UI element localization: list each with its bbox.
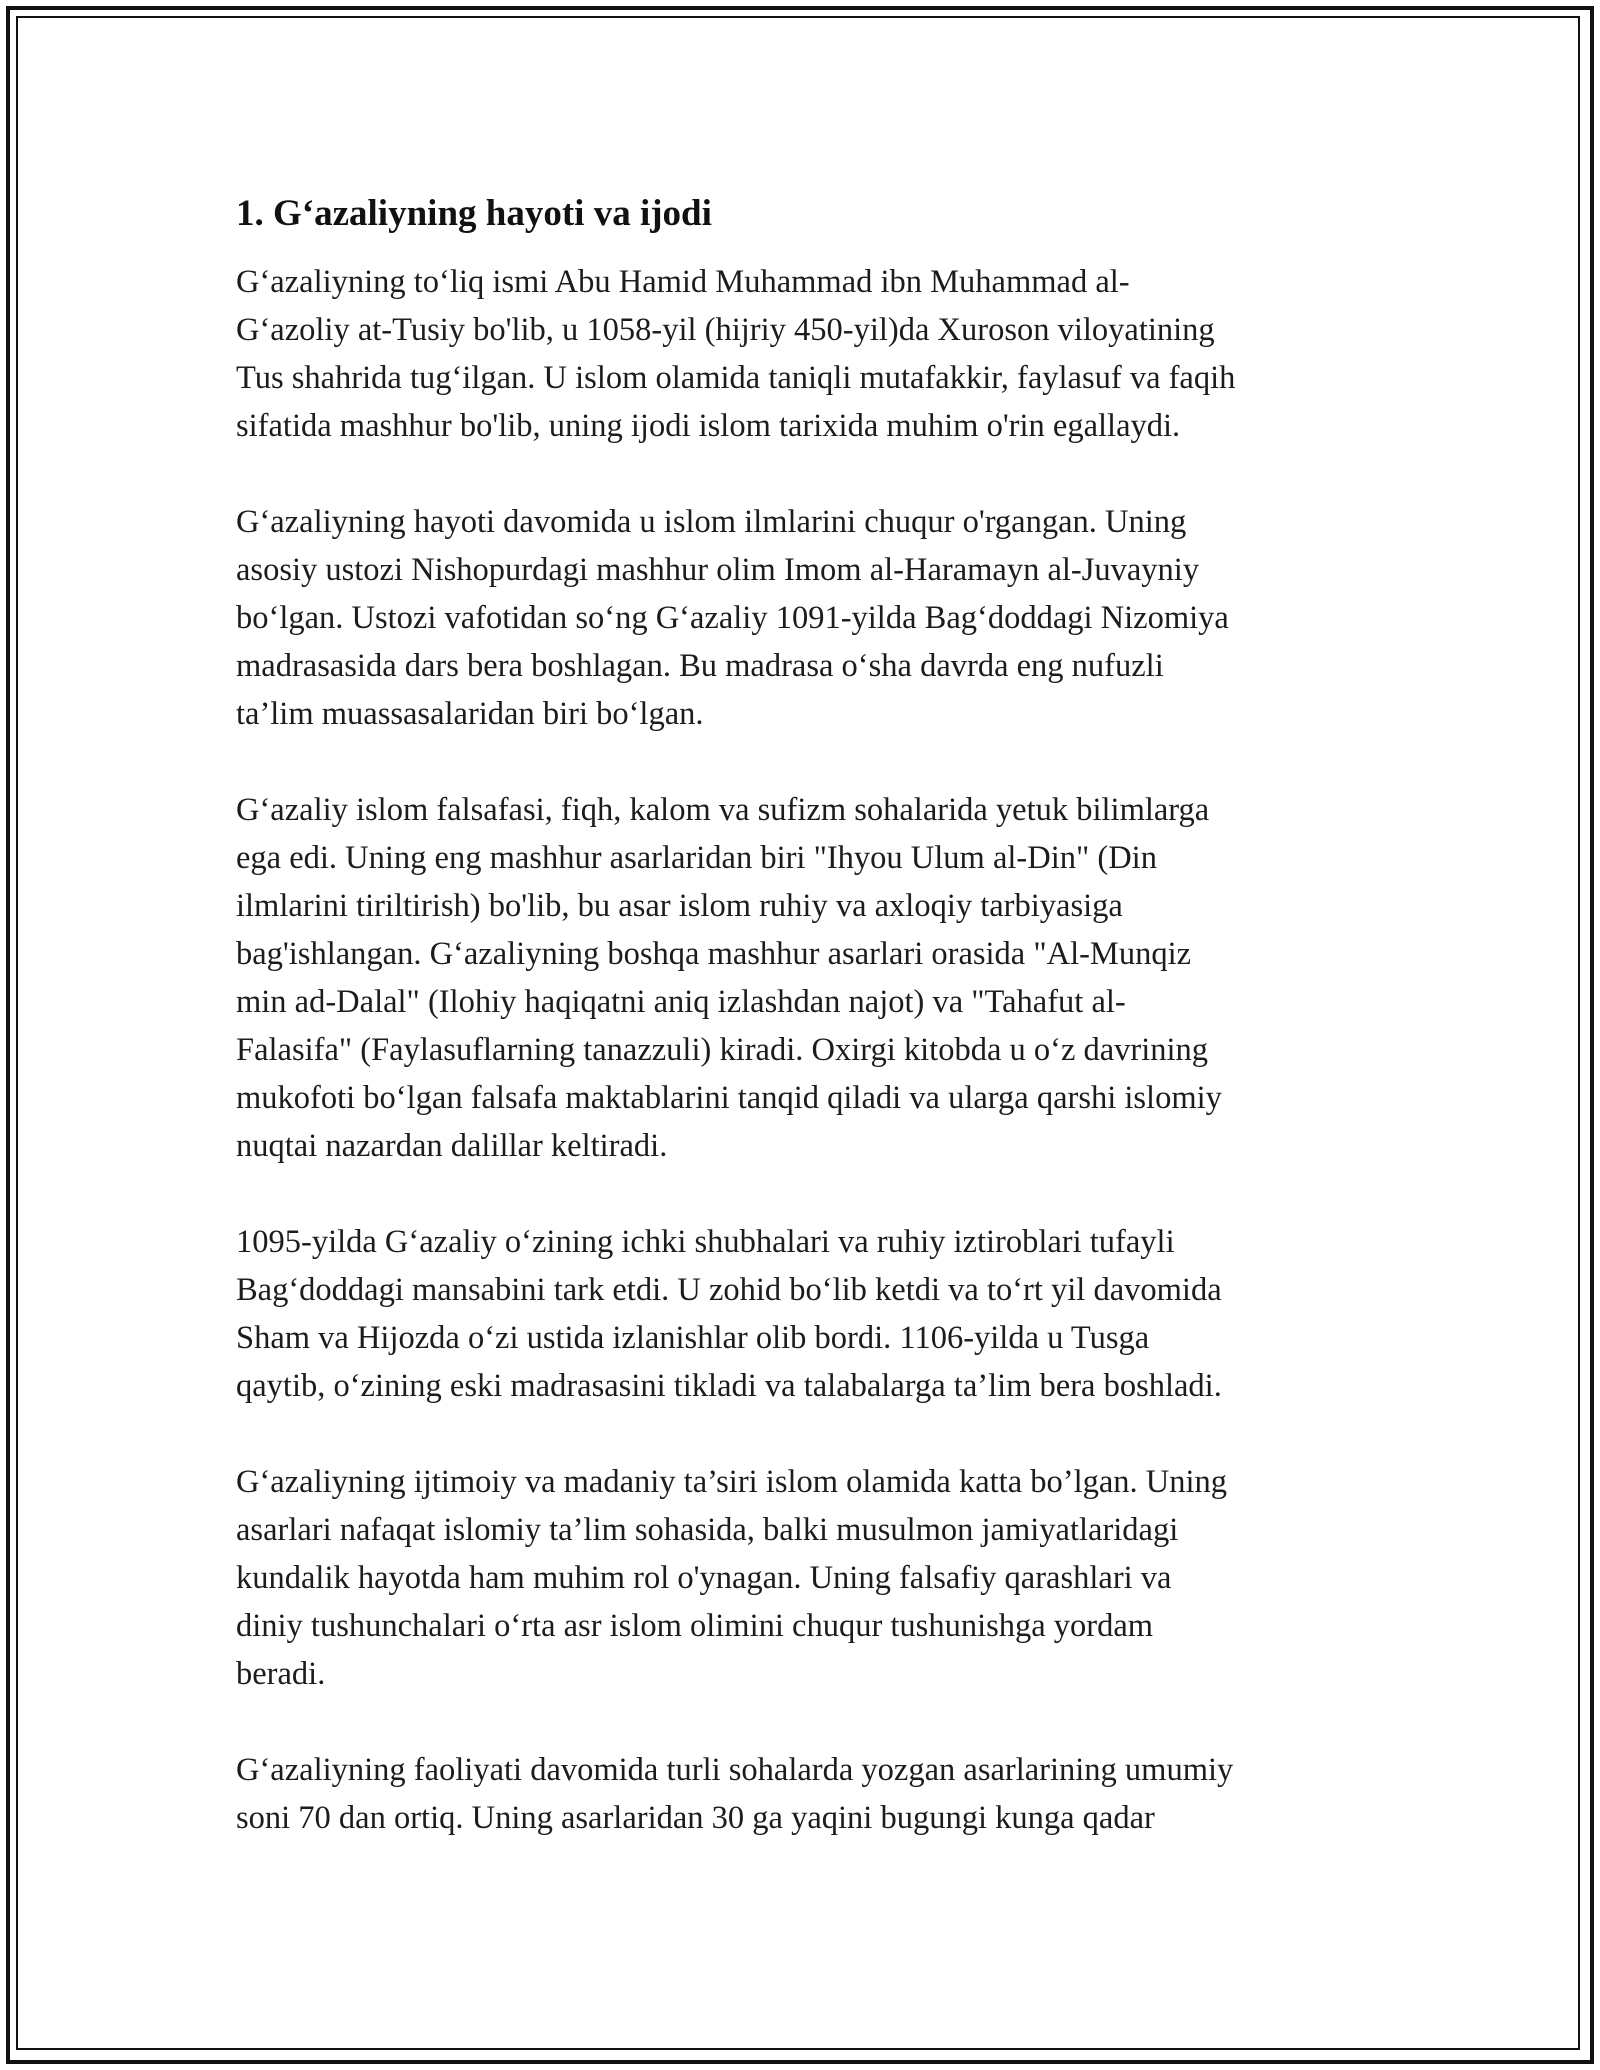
paragraph-line: ta’lim muassasalaridan biri bo‘lgan.	[236, 696, 704, 732]
paragraph-line: beradi.	[236, 1656, 326, 1692]
paragraph-line: asarlari nafaqat islomiy ta’lim sohasida, balki musulmon jamiyatlaridagi	[236, 1512, 1179, 1548]
paragraph-line: Falasifa" (Faylasuflarning tanazzuli) kiradi. Oxirgi kitobda u o‘z davrining	[236, 1032, 1209, 1068]
paragraph-line: nuqtai nazardan dalillar keltiradi.	[236, 1128, 668, 1164]
paragraph-line: bo‘lgan. Ustozi vafotidan so‘ng G‘azaliy 1091-yilda Bag‘doddagi Nizomiya	[236, 600, 1229, 636]
paragraph-intro	[236, 258, 1386, 450]
paragraph-works	[236, 786, 1386, 1170]
paragraph-influence	[236, 1458, 1386, 1698]
paragraph-line: min ad-Dalal" (Ilohiy haqiqatni aniq izlashdan najot) va "Tahafut al-	[236, 984, 1126, 1020]
paragraph-line: mukofoti bo‘lgan falsafa maktablarini tanqid qiladi va ularga qarshi islomiy	[236, 1080, 1222, 1116]
paragraph-line: G‘azaliyning to‘liq ismi Abu Hamid Muhammad ibn Muhammad al-	[236, 264, 1130, 300]
document-content	[236, 190, 1386, 1890]
section-heading: 1. G‘azaliyning hayoti va ijodi	[236, 193, 712, 234]
paragraph-line: G‘azoliy at-Tusiy bo'lib, u 1058-yil (hijriy 450-yil)da Xuroson viloyatining	[236, 312, 1215, 348]
paragraph-education	[236, 498, 1386, 738]
paragraph-line: qaytib, o‘zining eski madrasasini tikladi va talabalarga ta’lim bera boshladi.	[236, 1368, 1222, 1404]
paragraph-line: G‘azaliy islom falsafasi, fiqh, kalom va sufizm sohalarida yetuk bilimlarga	[236, 792, 1210, 828]
paragraph-line: G‘azaliyning ijtimoiy va madaniy ta’siri islom olamida katta bo’lgan. Uning	[236, 1464, 1228, 1500]
paragraph-line: ega edi. Uning eng mashhur asarlaridan biri "Ihyou Ulum al-Din" (Din	[236, 840, 1157, 876]
paragraph-withdrawal	[236, 1218, 1386, 1410]
paragraph-line: madrasasida dars bera boshlagan. Bu madrasa o‘sha davrda eng nufuzli	[236, 648, 1164, 684]
paragraph-line: diniy tushunchalari o‘rta asr islom olimini chuqur tushunishga yordam	[236, 1608, 1154, 1644]
paragraph-line: Sham va Hijozda o‘zi ustida izlanishlar olib bordi. 1106-yilda u Tusga	[236, 1320, 1150, 1356]
paragraph-line: soni 70 dan ortiq. Uning asarlaridan 30 ga yaqini bugungi kunga qadar	[236, 1800, 1155, 1836]
paragraph-legacy	[236, 1746, 1386, 1842]
paragraph-line: asosiy ustozi Nishopurdagi mashhur olim Imom al-Haramayn al-Juvayniy	[236, 552, 1200, 588]
paragraph-line: G‘azaliyning faoliyati davomida turli sohalarda yozgan asarlarining umumiy	[236, 1752, 1234, 1788]
paragraph-line: bag'ishlangan. G‘azaliyning boshqa mashhur asarlari orasida "Al-Munqiz	[236, 936, 1192, 972]
paragraph-line: kundalik hayotda ham muhim rol o'ynagan. Uning falsafiy qarashlari va	[236, 1560, 1172, 1596]
paragraph-line: Tus shahrida tug‘ilgan. U islom olamida taniqli mutafakkir, faylasuf va faqih	[236, 360, 1236, 396]
paragraph-line: ilmlarini tiriltirish) bo'lib, bu asar islom ruhiy va axloqiy tarbiyasiga	[236, 888, 1123, 924]
paragraph-line: 1095-yilda G‘azaliy o‘zining ichki shubhalari va ruhiy iztiroblari tufayli	[236, 1224, 1175, 1260]
paragraph-line: Bag‘doddagi mansabini tark etdi. U zohid bo‘lib ketdi va to‘rt yil davomida	[236, 1272, 1222, 1308]
paragraph-line: sifatida mashhur bo'lib, uning ijodi islom tarixida muhim o'rin egallaydi.	[236, 408, 1181, 444]
paragraph-line: G‘azaliyning hayoti davomida u islom ilmlarini chuqur o'rgangan. Uning	[236, 504, 1187, 540]
